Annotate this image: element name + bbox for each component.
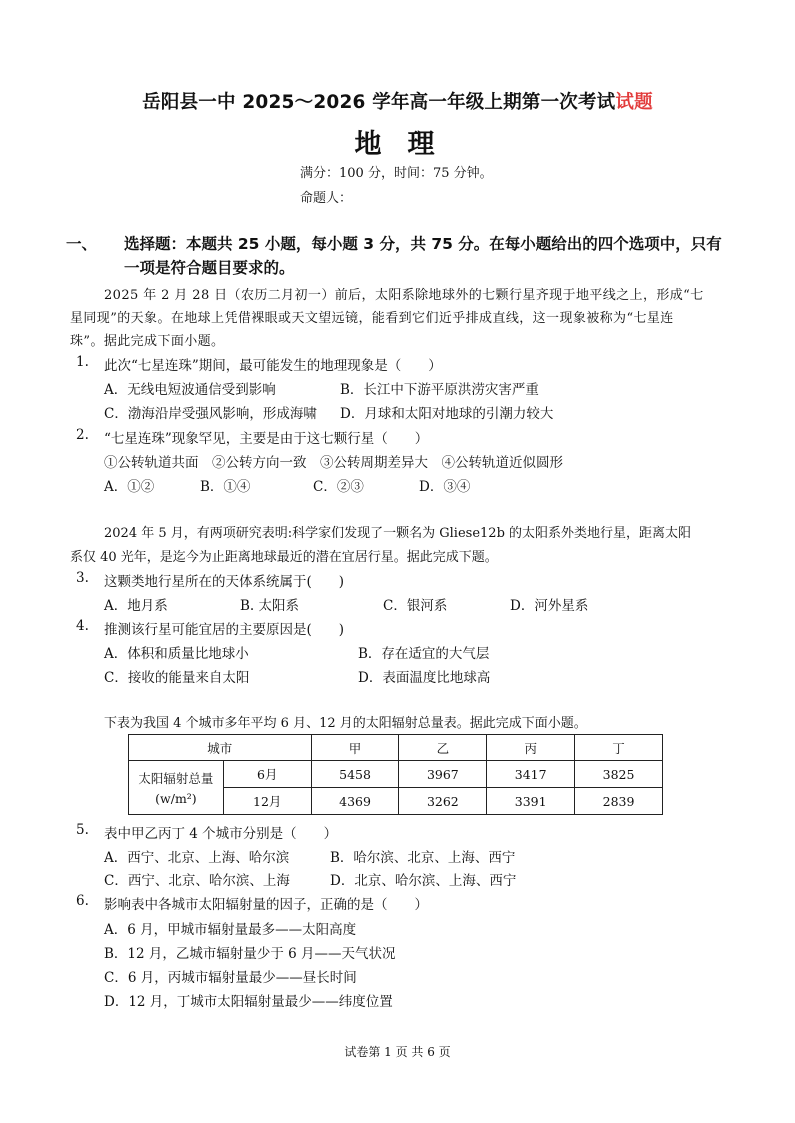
subject-title: 地理 (354, 129, 461, 160)
table-row-label-line2: (w/m²) (155, 791, 197, 806)
table-cell: 3825 (575, 761, 663, 788)
passage2-line2: 系仅 40 光年，是迄今为止距离地球最近的潜在宜居行星。据此完成下题。 (70, 550, 498, 565)
score-time: 满分：100 分，时间：75 分钟。 (300, 166, 493, 181)
passage3-intro: 下表为我国 4 个城市多年平均 6 月、12 月的太阳辐射总量表。据此完成下面小题。 (104, 716, 587, 731)
q6-stem: 影响表中各城市太阳辐射量的因子，正确的是（ ） (104, 897, 428, 913)
q4-stem: 推测该行星可能宜居的主要原因是( ) (104, 622, 345, 638)
table-cell: 5458 (311, 761, 399, 788)
q3-stem: 这颗类地行星所在的天体系统属于( ) (104, 574, 345, 590)
passage1-line1: 2025 年 2 月 28 日（农历二月初一）前后，太阳系除地球外的七颗行星齐现于地平线之上，形成“七 (104, 288, 704, 303)
q1-option-d: D．月球和太阳对地球的引潮力较大 (340, 406, 554, 422)
exam-title (0, 88, 795, 114)
table-header-row (129, 735, 663, 761)
q3-option-a: A．地月系 (104, 598, 168, 614)
table-cell: 2839 (575, 788, 663, 815)
table-month-jun: 6月 (223, 761, 311, 788)
q2-items: ①公转轨道共面 ②公转方向一致 ③公转周期差异大 ④公转轨道近似圆形 (104, 455, 563, 471)
table-header-yi: 乙 (399, 735, 487, 761)
q1-option-b: B．长江中下游平原洪涝灾害严重 (340, 382, 539, 398)
table-row (129, 761, 663, 788)
q5-option-d: D．北京、哈尔滨、上海、西宁 (330, 873, 517, 889)
passage2-line1: 2024 年 5 月，有两项研究表明:科学家们发现了一颗名为 Gliese12b 的太阳系外类地行星，距离太阳 (104, 526, 692, 541)
q6-option-d: D．12 月，丁城市太阳辐射量最少——纬度位置 (104, 994, 393, 1010)
q6-number: 6. (76, 893, 89, 909)
passage1-line2: 星同现”的天象。在地球上凭借裸眼或天文望远镜，能看到它们近乎排成直线，这一现象被称为“七星连 (70, 311, 674, 326)
table-row-label (129, 761, 224, 815)
q5-stem: 表中甲乙丙丁 4 个城市分别是（ ） (104, 826, 338, 842)
page-footer: 试卷第 1 页 共 6 页 (344, 1045, 451, 1059)
q4-option-c: C．接收的能量来自太阳 (104, 670, 250, 686)
table-cell: 4369 (311, 788, 399, 815)
q2-number: 2. (76, 427, 89, 443)
q2-option-c: C．②③ (313, 479, 364, 495)
q1-stem: 此次“七星连珠”期间，最可能发生的地理现象是（ ） (104, 358, 442, 374)
q6-option-b: B．12 月，乙城市辐射量少于 6 月——天气状况 (104, 946, 396, 962)
q1-option-a: A．无线电短波通信受到影响 (104, 382, 276, 398)
table-cell: 3391 (487, 788, 575, 815)
q3-number: 3. (76, 570, 89, 586)
q3-option-d: D．河外星系 (510, 598, 589, 614)
section-number: 一、 (66, 235, 98, 253)
table-header-bing: 丙 (487, 735, 575, 761)
q1-number: 1. (76, 354, 89, 370)
radiation-table (128, 734, 663, 815)
q2-option-b: B．①④ (200, 479, 251, 495)
q5-option-b: B．哈尔滨、北京、上海、西宁 (330, 850, 516, 866)
table-cell: 3262 (399, 788, 487, 815)
q2-stem: “七星连珠”现象罕见，主要是由于这七颗行星（ ） (104, 431, 429, 447)
q6-option-c: C．6 月，丙城市辐射量最少——昼长时间 (104, 970, 357, 986)
q4-number: 4. (76, 618, 89, 634)
q5-option-c: C．西宁、北京、哈尔滨、上海 (104, 873, 290, 889)
q5-number: 5. (76, 822, 89, 838)
q2-option-a: A．①② (104, 479, 155, 495)
section-heading-line2: 一项是符合题目要求的。 (124, 259, 295, 277)
table-cell: 3417 (487, 761, 575, 788)
q3-option-c: C．银河系 (383, 598, 448, 614)
exam-title-red: 试题 (615, 92, 653, 113)
q3-option-b: B. 太阳系 (240, 598, 300, 614)
q6-option-a: A．6 月，甲城市辐射量最多——太阳高度 (104, 922, 357, 938)
table-cell: 3967 (399, 761, 487, 788)
q2-option-d: D．③④ (419, 479, 471, 495)
q4-option-d: D．表面温度比地球高 (358, 670, 491, 686)
q4-option-a: A．体积和质量比地球小 (104, 646, 249, 662)
q1-option-c: C．渤海沿岸受强风影响，形成海啸 (104, 406, 317, 422)
table-row-label-line1: 太阳辐射总量 (138, 771, 214, 786)
table-header-ding: 丁 (575, 735, 663, 761)
author-line: 命题人： (300, 191, 353, 206)
section-heading-line1: 选择题：本题共 25 小题，每小题 3 分，共 75 分。在每小题给出的四个选项中，只有 (124, 235, 722, 253)
table-month-dec: 12月 (223, 788, 311, 815)
exam-title-main: 岳阳县一中 2025～2026 学年高一年级上期第一次考试 (142, 92, 616, 113)
table-header-jia: 甲 (311, 735, 399, 761)
q4-option-b: B．存在适宜的大气层 (358, 646, 490, 662)
q5-option-a: A．西宁、北京、上海、哈尔滨 (104, 850, 290, 866)
table-header-city: 城市 (129, 735, 312, 761)
passage1-line3: 珠”。据此完成下面小题。 (70, 334, 225, 349)
